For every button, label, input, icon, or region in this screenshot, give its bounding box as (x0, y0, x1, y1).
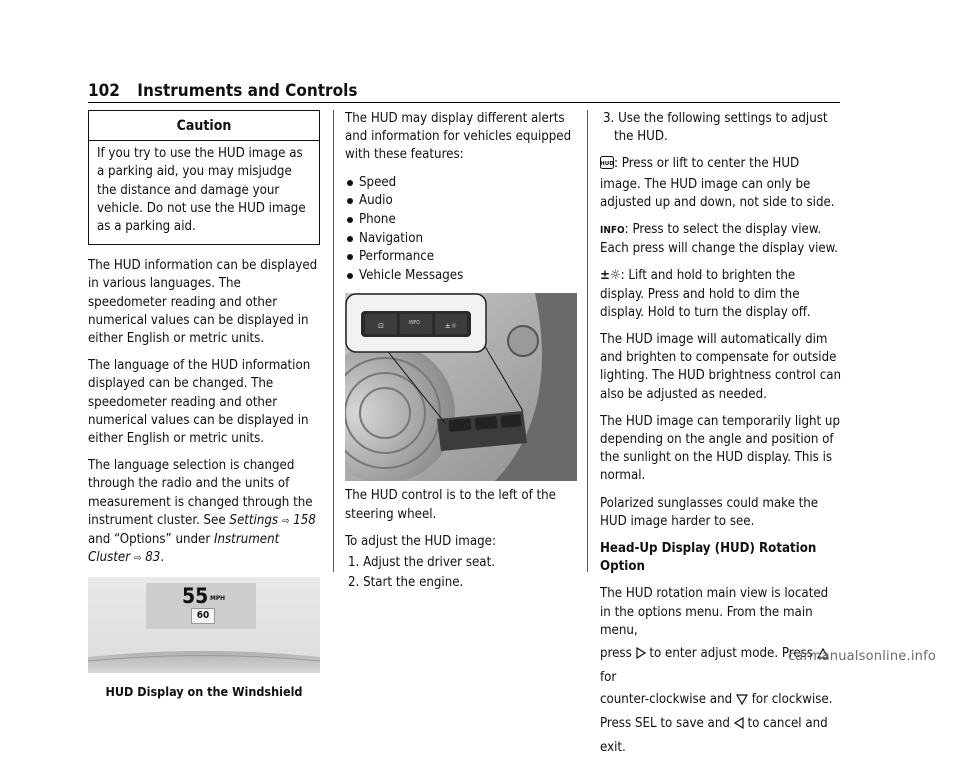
figure-caption: HUD Display on the Windshield (105, 684, 303, 700)
section-title: Instruments and Controls (137, 81, 358, 101)
down-triangle-icon (736, 691, 748, 713)
hud-speed-limit: 60 (191, 608, 215, 624)
paragraph-control-location: The HUD control is to the left of the steering wheel. (345, 488, 556, 522)
paragraph-auto-dim: The HUD image will automatically dim and brighten to compensate for outside lighting. The HUD brightness control can also be adjusted as needed. (600, 332, 842, 402)
svg-text:±☼: ±☼ (444, 322, 458, 331)
svg-text:HUD: HUD (600, 161, 614, 168)
page-header (88, 82, 357, 100)
column-1 (88, 110, 320, 702)
list-item: Performance (345, 248, 577, 266)
ref-arrow-icon: ⇨ (133, 553, 142, 565)
caution-box (88, 110, 320, 245)
brightness-description: ±☼: Lift and hold to brighten the display. Press and hold to dim the display. Hold to turn the display off. (600, 268, 811, 320)
instrument-cluster-link[interactable]: Instrument Cluster (88, 532, 280, 566)
caution-title: Caution (89, 111, 319, 141)
left-triangle-icon (734, 715, 744, 737)
caution-text: If you try to use the HUD image as a parking aid, you may misjudge the distance and damage your vehicle. Do not use the HUD image as a parking aid. (97, 146, 306, 235)
hud-control-illustration (345, 293, 577, 481)
rotation-instructions: press to enter adjust mode. Press for counter-clockwise and for clockwise. Press SEL to save and to cancel and exit. (600, 646, 833, 756)
ref-arrow-icon: ⇨ (281, 515, 290, 527)
column-divider-1 (333, 110, 334, 572)
right-triangle-icon (636, 645, 646, 667)
list-item: 1. Adjust the driver seat. (348, 554, 495, 570)
paragraph-languages: The HUD information can be displayed in various languages. The speedometer reading and other numerical values can be displayed in either English or metric units. (88, 258, 318, 347)
hud-speed-unit: MPH (210, 594, 225, 603)
info-button-icon: INFO (600, 225, 625, 237)
hud-button-icon (600, 156, 614, 175)
info-button-label: INFO (409, 320, 420, 327)
paragraph-rotation-menu: The HUD rotation main view is located in the options menu. From the main menu, (600, 586, 829, 638)
section-heading-rotation: Head-Up Display (HUD) Rotation Option (600, 541, 817, 575)
column-divider-2 (587, 110, 588, 572)
page-number: 102 (88, 81, 120, 101)
list-item: Navigation (345, 230, 577, 248)
paragraph-adjust-intro: To adjust the HUD image: (345, 533, 496, 549)
paragraph-change-language: The language of the HUD information displayed can be changed. The speedometer reading and other numerical values can be displayed in either English or metric units. (88, 358, 311, 447)
column-2 (345, 110, 577, 596)
instrument-cluster-page-ref[interactable]: 83 (145, 550, 161, 566)
paragraph-temporary-light: The HUD image can temporarily light up depending on the angle and position of the sunlight on the HUD display. This is normal. (600, 413, 840, 484)
list-item: Phone (345, 211, 577, 229)
brightness-icon: ±☼ (600, 268, 621, 284)
paragraph-polarized: Polarized sunglasses could make the HUD image harder to see. (600, 495, 819, 529)
adjust-steps (345, 554, 577, 592)
paragraph-features-intro: The HUD may display different alerts and information for vehicles equipped with these features: (345, 111, 572, 163)
settings-page-ref[interactable]: 158 (293, 512, 316, 528)
feature-list (345, 174, 577, 286)
hud-speed: 55 (182, 584, 209, 609)
hud-control-figure (345, 293, 577, 481)
info-button-description: INFO: Press to select the display view. Each press will change the display view. (600, 222, 838, 257)
list-item: Vehicle Messages (345, 267, 577, 285)
list-item: 2. Start the engine. (348, 575, 464, 591)
paragraph-selection: The language selection is changed through the radio and the units of measurement is changed through the instrument cluster. See Settings ⇨ 158 and “Options” under Instrument Cluster ⇨ 83. (88, 458, 316, 566)
svg-text:⊡: ⊡ (378, 322, 384, 331)
hud-windshield-figure (88, 577, 320, 673)
step-3: 3. Use the following settings to adjust the HUD. (603, 111, 828, 145)
hud-button-description: HUD : Press or lift to center the HUD image. The HUD image can only be adjusted up and down, not side to side. (600, 156, 835, 210)
header-rule (88, 102, 840, 103)
watermark: carmanualsonline.info (787, 648, 936, 664)
list-item: Speed (345, 174, 577, 192)
settings-link[interactable]: Settings (229, 512, 279, 528)
list-item: Audio (345, 192, 577, 210)
